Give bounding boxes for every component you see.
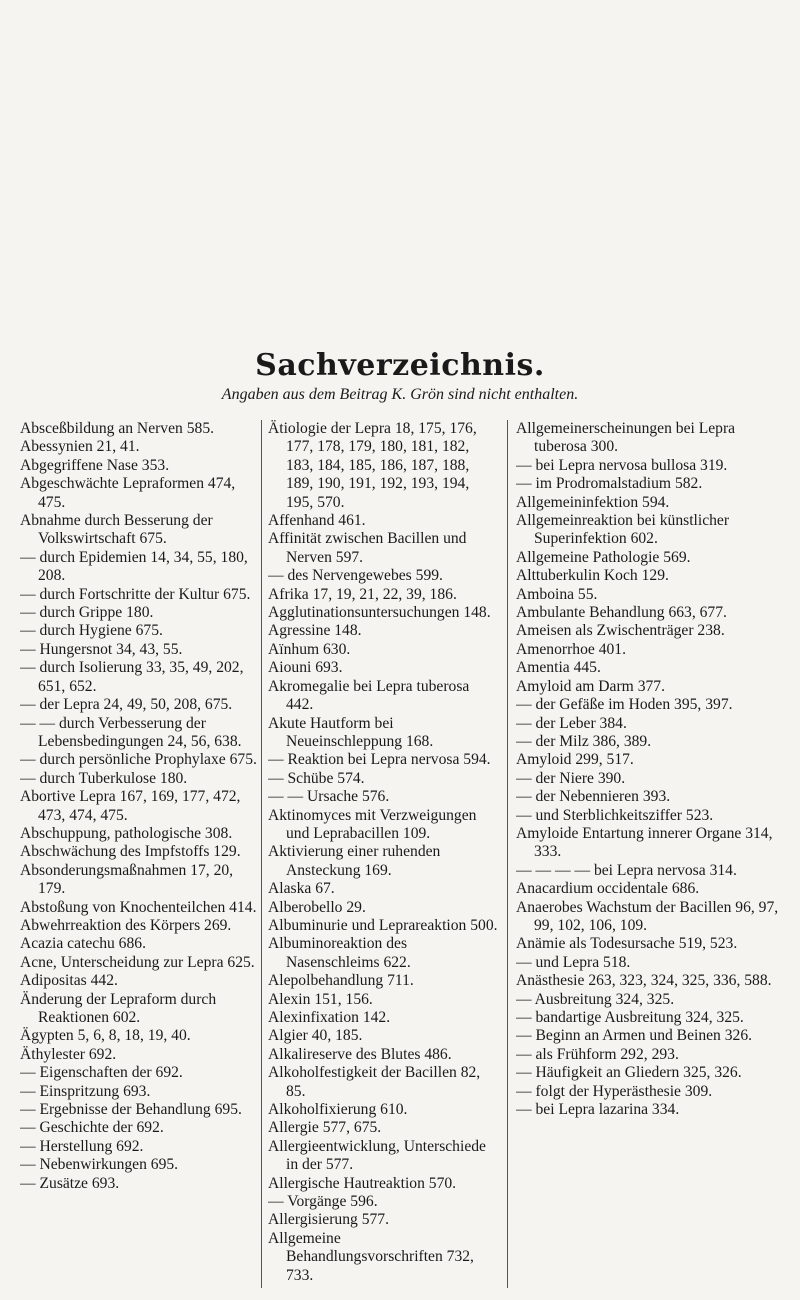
index-entry: Anämie als Todesursache 519, 523. — [516, 935, 738, 953]
index-entry: Akute Hautform bei Neueinschleppung 168. — [268, 714, 434, 750]
index-entry: — der Nebennieren 393. — [516, 788, 671, 806]
index-entry: — Ausbreitung 324, 325. — [516, 990, 675, 1008]
index-entry: — Beginn an Armen und Beinen 326. — [516, 1027, 753, 1045]
index-entry: — durch Isolierung 33, 35, 49, 202, 651, 652. — [20, 659, 244, 695]
index-entry: Aktinomyces mit Verzweigungen und Leprabacillen 109. — [268, 806, 477, 842]
index-entry: — und Sterblichkeitsziffer 523. — [516, 806, 714, 824]
index-entry: — Ergebnisse der Behandlung 695. — [20, 1101, 242, 1119]
index-entry: Amboina 55. — [516, 585, 598, 603]
index-entry: Alepolbehandlung 711. — [268, 972, 414, 990]
index-entry: Alkoholfixierung 610. — [268, 1101, 408, 1119]
index-entry: — Vorgänge 596. — [268, 1193, 378, 1211]
index-entry: Acne, Unterscheidung zur Lepra 625. — [20, 953, 255, 971]
index-entry: — Hungersnot 34, 43, 55. — [20, 640, 183, 658]
page-subtitle: Angaben aus dem Beitrag K. Grön sind nicht enthalten. — [221, 386, 579, 403]
index-entry: — — durch Verbesserung der Lebensbedingungen 24, 56, 638. — [20, 714, 242, 750]
index-entry: Aiouni 693. — [268, 659, 343, 677]
index-entry: Alkoholfestigkeit der Bacillen 82, 85. — [268, 1064, 481, 1100]
index-entry: Allgemeine Behandlungsvorschriften 732, 733. — [268, 1229, 474, 1284]
index-entry: Alexin 151, 156. — [268, 990, 373, 1008]
index-entry: — durch Epidemien 14, 34, 55, 180, 208. — [20, 548, 248, 585]
index-entry: — Herstellung 692. — [20, 1137, 144, 1155]
index-entry: Allgemeinreaktion bei künstlicher Superinfektion 602. — [516, 512, 730, 548]
index-entry: — im Prodromalstadium 582. — [516, 475, 703, 493]
index-entry: Amyloide Entartung innerer Organe 314, 333. — [516, 824, 773, 861]
index-entry: Anacardium occidentale 686. — [516, 880, 700, 898]
index-entry: Allergisierung 577. — [268, 1211, 389, 1229]
index-entry: Amentia 445. — [516, 659, 601, 677]
index-entry: Ägypten 5, 6, 8, 18, 19, 40. — [20, 1027, 191, 1045]
column-divider — [507, 420, 508, 1288]
index-entry: Abschwächung des Impfstoffs 129. — [20, 843, 241, 861]
index-entry: — Reaktion bei Lepra nervosa 594. — [268, 751, 491, 769]
index-column-3 — [516, 420, 782, 1285]
index-entry: — Geschichte der 692. — [20, 1119, 164, 1137]
index-entry: Affenhand 461. — [268, 512, 366, 530]
index-entry: — der Lepra 24, 49, 50, 208, 675. — [20, 696, 233, 714]
index-entry: Absceßbildung an Nerven 585. — [20, 420, 215, 437]
index-entry: — bei Lepra nervosa bullosa 319. — [516, 456, 728, 474]
index-entry: Amyloid am Darm 377. — [516, 677, 665, 695]
index-entry: — als Frühform 292, 293. — [516, 1045, 679, 1063]
index-entry: Abortive Lepra 167, 169, 177, 472, 473, 474, 475. — [20, 788, 241, 824]
index-entry: Alkalireserve des Blutes 486. — [268, 1045, 452, 1063]
index-entry: Alaska 67. — [268, 880, 335, 898]
index-entry: — Eigenschaften der 692. — [20, 1064, 183, 1082]
index-entry: — Nebenwirkungen 695. — [20, 1156, 179, 1174]
index-entry: — Schübe 574. — [268, 769, 365, 787]
index-entry: Adipositas 442. — [20, 972, 118, 990]
index-entry: — — — — bei Lepra nervosa 314. — [516, 861, 737, 879]
index-entry: — und Lepra 518. — [516, 953, 631, 971]
index-entry: Anästhesie 263, 323, 324, 325, 336, 588. — [516, 972, 772, 990]
index-entry: — Zusätze 693. — [20, 1174, 120, 1192]
index-entry: Ätiologie der Lepra 18, 175, 176, 177, 178, 179, 180, 181, 182, 183, 184, 185, 186, 187, 188, 189, 190, 191, 192, 193, 194, 195, 570. — [268, 420, 477, 511]
index-entry: — Häufigkeit an Gliedern 325, 326. — [516, 1064, 742, 1082]
index-column-2 — [268, 420, 500, 1285]
index-entry: — durch Grippe 180. — [20, 604, 154, 622]
index-entry: Amenorrhoe 401. — [516, 640, 626, 658]
index-entry: — der Leber 384. — [516, 714, 627, 732]
index-entry: Akromegalie bei Lepra tuberosa 442. — [268, 677, 470, 714]
index-entry: Afrika 17, 19, 21, 22, 39, 186. — [268, 585, 457, 603]
index-entry: Allgemeinerscheinungen bei Lepra tuberosa 300. — [516, 420, 736, 456]
index-entry: Abnahme durch Besserung der Volkswirtschaft 675. — [20, 512, 213, 548]
index-entry: — durch Hygiene 675. — [20, 622, 163, 640]
index-entry: Agglutinationsuntersuchungen 148. — [268, 604, 491, 622]
index-entry: Abessynien 21, 41. — [20, 438, 140, 456]
index-column-1 — [20, 420, 258, 1285]
index-entry: — Einspritzung 693. — [20, 1082, 151, 1100]
index-entry: Absonderungsmaßnahmen 17, 20, 179. — [20, 861, 234, 898]
index-entry: Anaerobes Wachstum der Bacillen 96, 97, 99, 102, 106, 109. — [516, 898, 779, 934]
index-entry: Allergische Hautreaktion 570. — [268, 1174, 457, 1192]
index-entry: Albuminoreaktion des Nasenschleims 622. — [268, 935, 411, 971]
index-entry: Allgemeine Pathologie 569. — [516, 548, 691, 566]
index-entry: — der Gefäße im Hoden 395, 397. — [516, 696, 733, 714]
index-entry: Aktivierung einer ruhenden Ansteckung 169. — [268, 843, 441, 879]
index-entry: — der Milz 386, 389. — [516, 732, 652, 750]
index-entry: Alttuberkulin Koch 129. — [516, 567, 669, 585]
index-entry: Allgemeininfektion 594. — [516, 493, 670, 511]
index-entry: Abschuppung, pathologische 308. — [20, 824, 233, 842]
index-entry: — durch Tuberkulose 180. — [20, 769, 188, 787]
index-entry: Aïnhum 630. — [268, 640, 351, 658]
index-entry: Ameisen als Zwischenträger 238. — [516, 622, 725, 640]
column-divider — [261, 420, 262, 1288]
index-entry: — folgt der Hyperästhesie 309. — [516, 1082, 713, 1100]
index-entry: Alexinfixation 142. — [268, 1009, 391, 1026]
index-entry: — der Niere 390. — [516, 769, 626, 787]
index-entry: — — Ursache 576. — [268, 788, 390, 806]
index-entry: Änderung der Lepraform durch Reaktionen 602. — [20, 990, 217, 1026]
index-entry: Agressine 148. — [268, 622, 362, 640]
index-entry: Affinität zwischen Bacillen und Nerven 597. — [268, 530, 467, 566]
index-entry: — durch Fortschritte der Kultur 675. — [20, 585, 251, 603]
index-entry: Abgeschwächte Lepraformen 474, 475. — [20, 475, 236, 511]
index-entry: Ambulante Behandlung 663, 677. — [516, 604, 727, 622]
index-entry: Abstoßung von Knochenteilchen 414. — [20, 898, 257, 916]
index-entry: Äthylester 692. — [20, 1045, 117, 1063]
index-entry: — durch persönliche Prophylaxe 675. — [20, 751, 257, 769]
index-entry: — bei Lepra lazarina 334. — [516, 1101, 680, 1119]
index-entry: Amyloid 299, 517. — [516, 751, 634, 769]
index-entry: Abgegriffene Nase 353. — [20, 456, 170, 474]
index-entry: Acazia catechu 686. — [20, 935, 146, 953]
index-entry: — des Nervengewebes 599. — [268, 567, 443, 585]
index-entry: Allergie 577, 675. — [268, 1119, 382, 1137]
index-entry: Allergieentwicklung, Unterschiede in der 577. — [268, 1137, 486, 1174]
page-title: Sachverzeichnis. — [255, 348, 545, 383]
index-entry: Abwehrreaktion des Körpers 269. — [20, 916, 232, 934]
index-entry: Alberobello 29. — [268, 898, 366, 916]
index-entry: Albuminurie und Leprareaktion 500. — [268, 916, 498, 934]
index-entry: Algier 40, 185. — [268, 1027, 363, 1045]
index-entry: — bandartige Ausbreitung 324, 325. — [516, 1009, 744, 1026]
